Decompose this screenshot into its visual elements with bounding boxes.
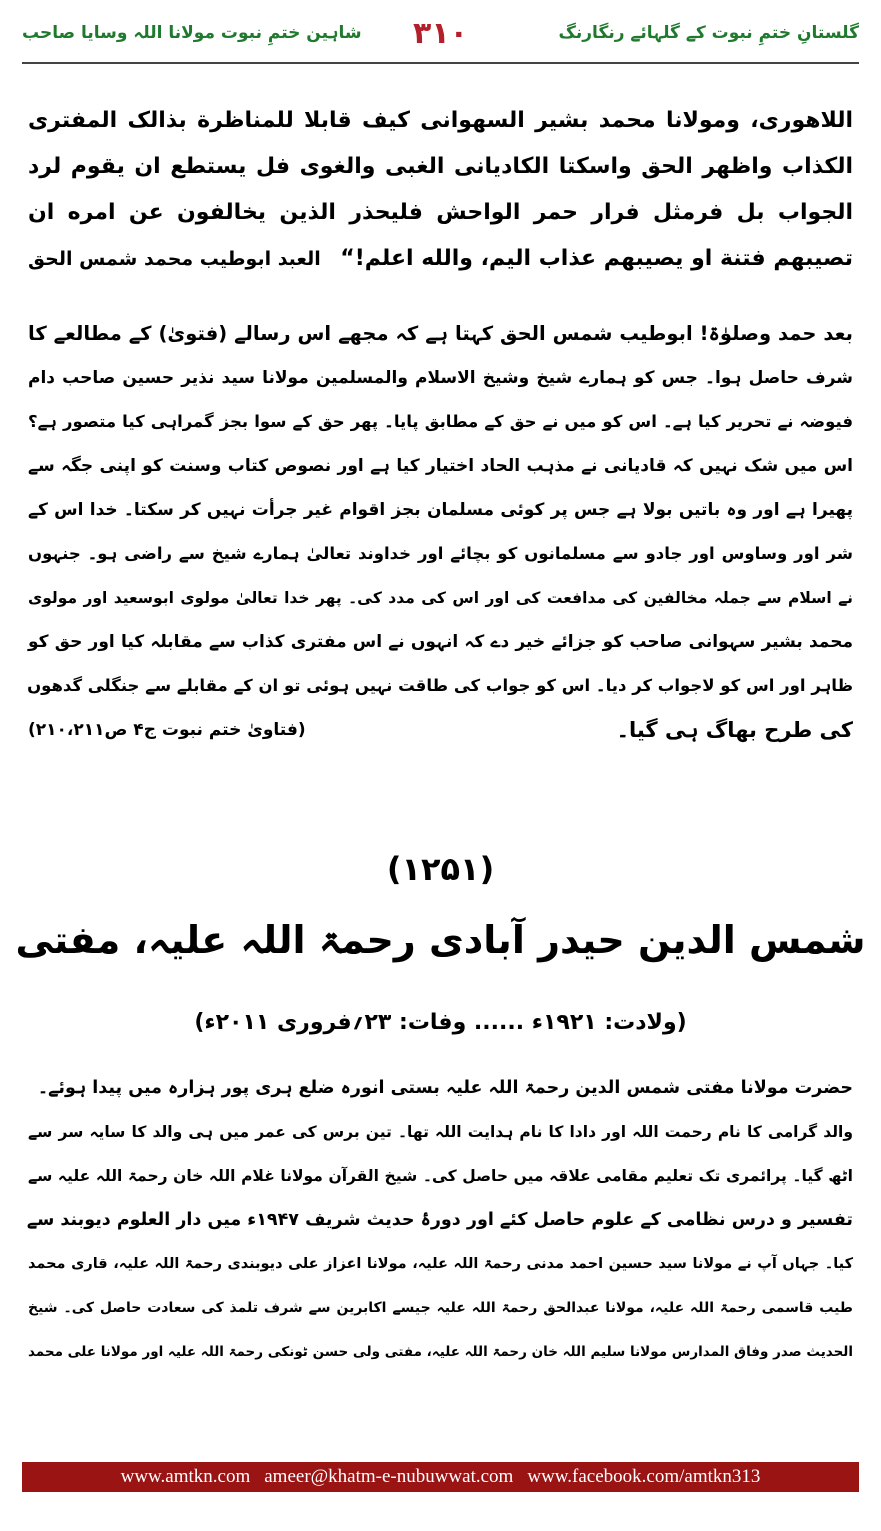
urdu-endorsement	[28, 312, 853, 752]
bio-line: طیب قاسمی رحمۃ اللہ علیہ، مولانا عبدالحق رحمۃ اللہ علیہ جیسے اکابرین سے شرف تلمذ کی سعادت حاصل کی۔ شیخ	[28, 1300, 853, 1316]
header-divider	[22, 62, 859, 64]
entry-serial-number: (۱۲۵۱)	[386, 850, 495, 888]
urdu-last-line: کی طرح بھاگ ہی گیا۔	[616, 718, 853, 742]
urdu-line: نے اسلام سے جملہ مخالفین کی مدافعت کی اور اس کی مدد کی۔ پھر خدا تعالیٰ مولوی ابوسعید اور مولوی	[28, 589, 853, 607]
page-number: ۳۱۰	[413, 16, 468, 51]
bio-line: حضرت مولانا مفتی شمس الدین رحمۃ اللہ علیہ بستی انورہ ضلع ہری پور ہزارہ میں پیدا ہوئے۔	[37, 1078, 853, 1098]
email-link[interactable]: ameer@khatm-e-nubuwwat.com	[264, 1466, 514, 1487]
urdu-line: بعد حمد وصلوٰۃ! ابوطیب شمس الحق کہتا ہے کہ مجھے اس رسالے (فتویٰ) کے مطالعے کا	[28, 322, 853, 345]
urdu-line: محمد بشیر سہوانی صاحب کو جزائے خیر دے کہ انہوں نے اس مفتری کذاب سے مقابلہ کیا اور حق کو	[28, 632, 853, 652]
bio-line: اٹھ گیا۔ پرائمری تک تعلیم مقامی علاقہ میں حاصل کی۔ شیخ القرآن مولانا غلام اللہ خان رحمۃ اللہ علیہ سے	[28, 1167, 853, 1185]
biography-text	[28, 1066, 853, 1374]
signature: العبد ابوطیب محمد شمس الحق	[28, 248, 321, 270]
arabic-line: الکذاب واظهر الحق واسکتا الکادیانی الغبی والغوی فل یستطع ان یقوم لرد	[28, 154, 853, 179]
urdu-line: ظاہر اور اس کو لاجواب کر دیا۔ اس کو جواب کی طاقت نہیں ہوئی تو ان کے مقابلے سے جنگلی گدھوں	[27, 676, 853, 695]
biography-dates: (ولادت: ۱۹۲۱ء ...... وفات: ۲۳؍فروری ۲۰۱۱ء)	[194, 1010, 687, 1035]
urdu-line: فیوضہ نے تحریر کیا ہے۔ اس کو میں نے حق کے مطابق پایا۔ پھر حق کے سوا بجز گمراہی کیا متصور ہے؟	[28, 412, 853, 431]
urdu-line: پھیرا ہے اور وہ باتیں بولا ہے جس پر کوئی مسلمان بجز اقوام غیر جرأت نہیں کر سکتا۔ خدا اس کے	[28, 500, 853, 520]
bio-line: الحدیث صدر وفاق المدارس مولانا سلیم اللہ خان رحمۃ اللہ علیہ، مفتی ولی حسن ٹونکی رحمۃ اللہ علیہ اور مولانا علی محمد	[28, 1344, 853, 1360]
page-footer	[22, 1462, 859, 1492]
urdu-line: شرف حاصل ہوا۔ جس کو ہمارے شیخ وشیخ الاسلام والمسلمین مولانا سید نذیر حسین صاحب دام	[28, 368, 853, 388]
reference-citation: (فتاویٰ ختم نبوت ج۴ ص۲۱۰،۲۱۱)	[28, 720, 306, 740]
bio-line: تفسیر و درس نظامی کے علوم حاصل کئے اور دورۂ حدیث شریف ۱۹۴۷ء میں دار العلوم دیوبند سے	[26, 1210, 853, 1230]
bio-line: والد گرامی کا نام رحمت اللہ اور دادا کا نام ہدایت اللہ تھا۔ تین برس کی عمر میں ہی والد کا سایہ سر سے	[28, 1123, 853, 1141]
bio-line: کیا۔ جہاں آپ نے مولانا سید حسین احمد مدنی رحمۃ اللہ علیہ، مولانا اعزاز علی دیوبندی رحمۃ اللہ علیہ، قاری محمد	[28, 1256, 853, 1272]
arabic-line: الجواب بل فرمثل فرار حمر الواحش فلیحذر الذین یخالفون عن امره ان	[28, 200, 853, 225]
website-link[interactable]: www.amtkn.com	[120, 1466, 251, 1487]
book-title: گلستانِ ختمِ نبوت کے گلہائے رنگارنگ	[558, 23, 859, 43]
facebook-link[interactable]: www.facebook.com/amtkn313	[527, 1466, 761, 1487]
urdu-line: اس میں شک نہیں کہ قادیانی نے مذہب الحاد اختیار کیا ہے اور نصوص کتاب وسنت کو اپنی جگہ سے	[28, 456, 853, 476]
urdu-line: شر اور وساوس اور جادو سے مسلمانوں کو بچائے اور خداوند تعالیٰ ہمارے شیخ سے راضی ہو۔ جنہوں	[28, 544, 853, 563]
closing-line	[28, 708, 853, 752]
biography-title: شمس الدین حیدر آبادی رحمۃ اللہ علیہ، مفتی	[15, 918, 866, 962]
arabic-line: اللاهوری، ومولانا محمد بشیر السهوانی کیف قابلا للمناظرة بذالک المفتری	[28, 108, 853, 133]
arabic-fatwa-text	[28, 98, 853, 236]
arabic-line: تصیبهم فتنة او یصیبهم عذاب الیم، والله اعلم!“	[340, 246, 853, 271]
signature-line	[28, 236, 853, 282]
page-header	[22, 16, 859, 62]
section-title: شاہین ختمِ نبوت مولانا اللہ وسایا صاحب	[22, 23, 362, 43]
